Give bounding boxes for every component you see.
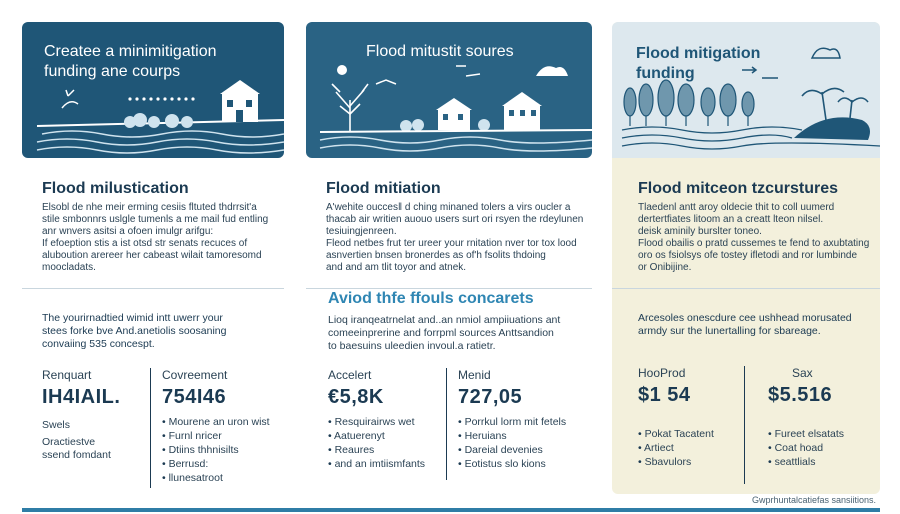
- bullet-item: • llunesatroot: [162, 471, 284, 485]
- vertical-divider: [744, 366, 745, 484]
- para-line: to baesuins uleedien invoul.a ratietr.: [328, 340, 496, 352]
- bullet-item: • seattlials: [768, 455, 876, 469]
- vertical-divider: [150, 368, 151, 488]
- column-2: [306, 22, 592, 470]
- para-line: asnvertien bnsen bronerdes as of'h fsolits thdoing: [326, 250, 546, 261]
- section-paragraph-2: [326, 238, 588, 274]
- section-paragraph-1: [42, 202, 282, 238]
- stat-value: $5.516: [768, 384, 833, 406]
- para-line: The yourirnadtied wimid intt uwerr your: [42, 312, 223, 324]
- divider: [306, 288, 592, 289]
- stat-block-a: [638, 366, 750, 469]
- para-line: armdy sur the lunertalling for sbareage.: [638, 325, 821, 337]
- bullet-item: • Eotistus slo kions: [458, 457, 588, 471]
- para-line: stees forke bve And.anetiolis soosaning: [42, 325, 227, 337]
- stat-block-b: [768, 366, 876, 469]
- para-line: Arcesoles onescdure cee ushhead morusated: [638, 312, 852, 324]
- para-line: aluboution arereer her cabeast wilait tamoresomd: [42, 250, 262, 261]
- section-title: Flood mitceon tzcurstures: [638, 180, 839, 197]
- para-line: deisk aminily burslter toneo.: [638, 226, 762, 237]
- bullet-item: • Heruians: [458, 429, 588, 443]
- para-line: If efoeption stis a ist otsd str senats recuces of: [42, 238, 248, 249]
- banner-title-line-2: funding: [636, 65, 695, 82]
- stat-label: Menid: [458, 368, 491, 382]
- banner-title-line-2: funding ane courps: [44, 63, 181, 80]
- para-line: anr wnvers asitsi a ofoen imulgr arifgu:: [42, 226, 214, 237]
- footer-bar: [22, 508, 880, 512]
- stat-value: $1 54: [638, 384, 691, 406]
- para-line: Fleod netbes frut ter ureer your rnitation nver tor tox lood: [326, 238, 577, 249]
- para-line: Tlaedenl antt aroy oldecie thit to coll uumerd: [638, 202, 835, 213]
- stat-bullets: [328, 415, 438, 471]
- column-3: [612, 22, 880, 494]
- section-title: Flood milustication: [42, 180, 189, 197]
- para-line: moocladats.: [42, 262, 96, 273]
- forest-island-illustration: [612, 22, 880, 158]
- footer-note: Gwprhuntalcatiefas sansiitions.: [751, 495, 876, 505]
- banner-title: [636, 44, 760, 84]
- para-line: thacab air writien auouo users surt ori rsyen the rdeylunen: [326, 214, 584, 225]
- bullet-item: • Dtiins thhnisilts: [162, 443, 284, 457]
- bullet-item: • Mourene an uron wist: [162, 415, 284, 429]
- stat-block-b: [162, 368, 284, 485]
- stat-sub-line: Oractiestve: [42, 436, 96, 448]
- accent-paragraph: [328, 314, 590, 353]
- stat-block-a: [328, 368, 438, 471]
- banner-1: [22, 22, 284, 158]
- para-line: Elsobl de nhe meir erming cesiis fltuted thdrrsit'a: [42, 202, 257, 213]
- stat-sub-line: Swels: [42, 419, 71, 431]
- banner-title-line-1: Createe a minimitigation: [44, 43, 217, 60]
- stat-block-a: [42, 368, 152, 462]
- column-1: [22, 22, 284, 484]
- stat-sub: [42, 419, 152, 462]
- bullet-item: • Coat hoad: [768, 441, 876, 455]
- lead-paragraph: [42, 312, 282, 351]
- section-paragraph-2: [638, 238, 874, 274]
- bullet-item: • Reaures: [328, 443, 438, 457]
- stat-bullets: [638, 427, 750, 469]
- para-line: and and am tlit toyor and atnek.: [326, 262, 467, 273]
- bullet-item: • Porrkul lorm mit fetels: [458, 415, 588, 429]
- stat-label: Covreement: [162, 368, 228, 382]
- bullet-item: • Pokat Tacatent: [638, 427, 750, 441]
- accent-title: Aviod thfe ffouls concarets: [328, 290, 534, 307]
- para-line: dertertfiates litoom an a creatt lteon nilsel.: [638, 214, 824, 225]
- banner-2: [306, 22, 592, 158]
- divider: [22, 288, 284, 289]
- stat-value: €5,8K: [328, 386, 384, 408]
- divider: [612, 288, 880, 289]
- stat-bullets: [768, 427, 876, 469]
- stat-value: 727,05: [458, 386, 523, 408]
- section-paragraph-2: [42, 238, 282, 274]
- para-line: oro os fsiolsys ofe tostey ifletodi and ror lumbinde: [638, 250, 857, 261]
- para-line: Flood obailis o pratd cussemes te fend to axubtating: [638, 238, 870, 249]
- stat-label: Accelert: [328, 368, 372, 382]
- section-paragraph-1: [326, 202, 588, 238]
- bullet-item: • Berrusd:: [162, 457, 284, 471]
- bullet-item: • Artiect: [638, 441, 750, 455]
- bullet-item: • Resquirairws wet: [328, 415, 438, 429]
- bullet-item: • Furnl nricer: [162, 429, 284, 443]
- stat-bullets: [162, 415, 284, 485]
- para-line: or Onibijine.: [638, 262, 692, 273]
- section-paragraph-1: [638, 202, 874, 238]
- vertical-divider: [446, 368, 447, 480]
- bullet-item: • Dareial devenies: [458, 443, 588, 457]
- stat-label: Sax: [792, 366, 813, 380]
- banner-title: [44, 42, 217, 82]
- para-line: comeeinprerine and forrpml sources Anttsandion: [328, 327, 554, 339]
- stat-value: 754I46: [162, 386, 227, 408]
- lead-paragraph: [638, 312, 874, 338]
- bullet-item: • Aatuerenyt: [328, 429, 438, 443]
- stat-label: HooProd: [638, 366, 686, 380]
- para-line: A'wehite oucces‖ d ching minaned tolers a virs oucler a: [326, 202, 571, 213]
- banner-3: [612, 22, 880, 158]
- para-line: stile smbonnrs uslgle tumenls a me mail fud entling: [42, 214, 269, 225]
- para-line: tesiuingjenreen.: [326, 226, 397, 237]
- bullet-item: • and an imtiismfants: [328, 457, 438, 471]
- para-line: Lioq iranqeatrnelat and..an nmiol ampiiuations ant: [328, 314, 561, 326]
- para-line: convaiing 535 concespt.: [42, 338, 155, 350]
- banner-title: Flood mitustit soures: [366, 43, 514, 60]
- bullet-item: • Fureet elsatats: [768, 427, 876, 441]
- stat-value: IH4IAIL.: [42, 386, 121, 408]
- stat-block-b: [458, 368, 588, 471]
- stat-label: Renquart: [42, 368, 92, 382]
- banner-title-line-1: Flood mitigation: [636, 45, 761, 62]
- section-title: Flood mitiation: [326, 180, 441, 197]
- stat-bullets: [458, 415, 588, 471]
- stat-sub-line: ssend fomdant: [42, 449, 111, 461]
- bullet-item: • Sbavulors: [638, 455, 750, 469]
